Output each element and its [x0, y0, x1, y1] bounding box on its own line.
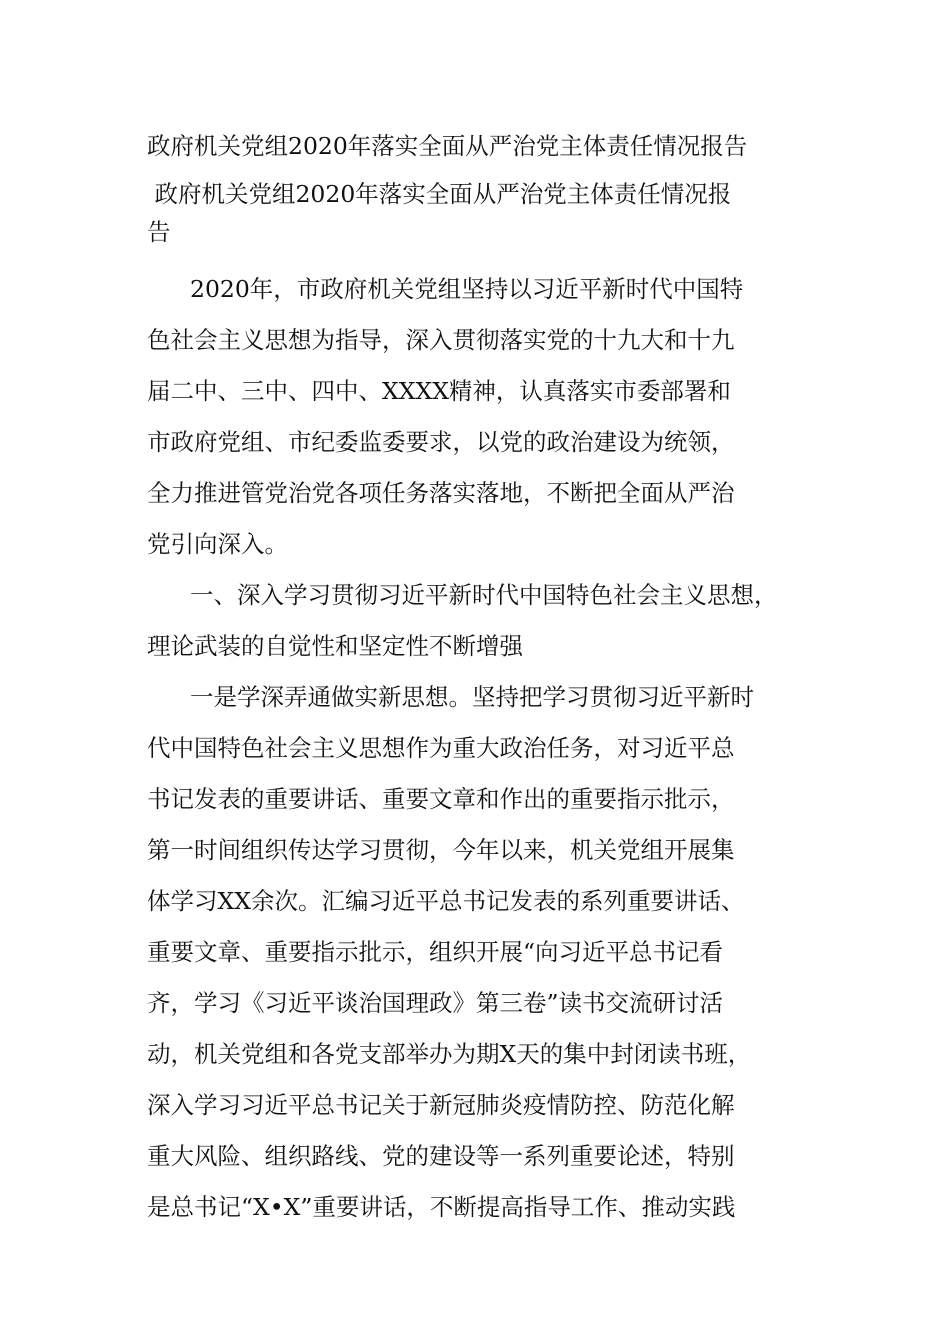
title-line: 告	[147, 218, 171, 246]
title-line: 政府机关党组2020年落实全面从严治党主体责任情况报告	[147, 132, 748, 160]
paragraph-line: 市政府党组、市纪委监委要求，以党的政治建设为统领，	[147, 428, 735, 456]
paragraph-intro	[147, 264, 807, 570]
title-line: 政府机关党组2020年落实全面从严治党主体责任情况报	[147, 180, 732, 208]
paragraph-line: 届二中、三中、四中、XXXX精神，认真落实市委部署和	[147, 377, 731, 405]
paragraph-line: 色社会主义思想为指导，深入贯彻落实党的十九大和十九	[147, 326, 735, 354]
paragraph-line: 重大风险、组织路线、党的建设等一系列重要论述，特别	[147, 1142, 735, 1170]
paragraph-line: 2020年，市政府机关党组坚持以习近平新时代中国特	[190, 275, 744, 303]
section-heading-1	[147, 570, 807, 672]
paragraph-line: 书记发表的重要讲话、重要文章和作出的重要指示批示，	[147, 785, 735, 813]
paragraph-line: 齐，学习《习近平谈治国理政》第三卷”读书交流研讨活	[147, 989, 724, 1017]
paragraph-line: 动，机关党组和各党支部举办为期X天的集中封闭读书班，	[147, 1040, 752, 1068]
paragraph-line: 重要文章、重要指示批示，组织开展“向习近平总书记看	[147, 938, 724, 966]
heading-line: 一、深入学习贯彻习近平新时代中国特色社会主义思想，	[190, 581, 778, 609]
paragraph-line: 全力推进管党治党各项任务落实落地，不断把全面从严治	[147, 479, 735, 507]
paragraph-line: 党引向深入。	[147, 530, 288, 558]
document-title	[147, 128, 807, 250]
document-body	[147, 128, 807, 1233]
paragraph-line: 是总书记“X•X”重要讲话，不断提高指导工作、推动实践	[147, 1193, 736, 1221]
paragraph-line: 一是学深弄通做实新思想。坚持把学习贯彻习近平新时	[190, 683, 754, 711]
paragraph-line: 第一时间组织传达学习贯彻，今年以来，机关党组开展集	[147, 836, 735, 864]
paragraph-point-1	[147, 672, 807, 1233]
heading-line: 理论武装的自觉性和坚定性不断增强	[147, 632, 523, 660]
paragraph-line: 代中国特色社会主义思想作为重大政治任务，对习近平总	[147, 734, 735, 762]
paragraph-line: 深入学习习近平总书记关于新冠肺炎疫情防控、防范化解	[147, 1091, 735, 1119]
paragraph-line: 体学习XX余次。汇编习近平总书记发表的系列重要讲话、	[147, 887, 745, 915]
